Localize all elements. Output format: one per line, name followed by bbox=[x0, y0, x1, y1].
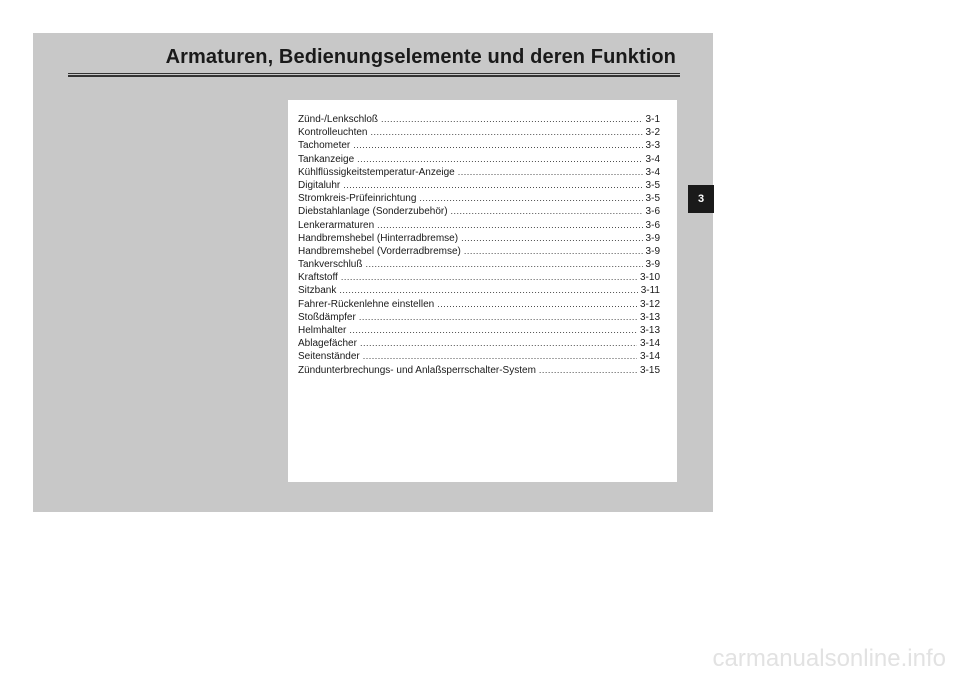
toc-entry[interactable] bbox=[298, 298, 660, 311]
toc-dot-leader bbox=[539, 364, 637, 377]
toc-entry[interactable] bbox=[298, 192, 660, 205]
toc-entry[interactable] bbox=[298, 205, 660, 218]
toc-entry-label: Seitenständer bbox=[298, 351, 360, 363]
toc-entry-page: 3-11 bbox=[640, 285, 660, 297]
toc-entry[interactable] bbox=[298, 139, 660, 152]
toc-entry-label: Stoßdämpfer bbox=[298, 311, 356, 323]
toc-entry[interactable] bbox=[298, 350, 660, 363]
toc-list bbox=[298, 113, 660, 377]
toc-entry-label: Kontrolleuchten bbox=[298, 127, 368, 139]
toc-entry-page: 3-9 bbox=[645, 232, 660, 244]
toc-entry-label: Tankverschluß bbox=[298, 259, 363, 271]
toc-entry-page: 3-5 bbox=[645, 193, 660, 205]
toc-entry-page: 3-10 bbox=[639, 272, 660, 284]
toc-entry-label: Sitzbank bbox=[298, 285, 337, 297]
toc-entry-label: Diebstahlanlage (Sonderzubehör) bbox=[298, 206, 448, 218]
toc-entry[interactable] bbox=[298, 179, 660, 192]
toc-entry-label: Tachometer bbox=[298, 140, 351, 152]
toc-entry[interactable] bbox=[298, 284, 660, 297]
toc-dot-leader bbox=[343, 179, 642, 192]
toc-entry-label: Tankanzeige bbox=[298, 153, 355, 165]
toc-dot-leader bbox=[377, 219, 642, 232]
toc-entry-label: Handbremshebel (Vorderradbremse) bbox=[298, 245, 461, 257]
manual-page bbox=[33, 33, 713, 512]
toc-dot-leader bbox=[363, 350, 637, 363]
toc-entry-page: 3-14 bbox=[639, 351, 660, 363]
toc-entry-page: 3-13 bbox=[639, 325, 660, 336]
toc-entry-label: Fahrer-Rückenlehne einstellen bbox=[298, 298, 435, 310]
title-divider-thick bbox=[68, 75, 680, 77]
toc-entry[interactable] bbox=[298, 153, 660, 166]
toc-entry-page: 3-6 bbox=[645, 219, 660, 231]
toc-entry[interactable] bbox=[298, 232, 660, 245]
toc-entry[interactable] bbox=[298, 113, 660, 126]
chapter-title: Armaturen, Bedienungselemente und deren Funktion bbox=[165, 46, 676, 68]
toc-entry-label: Helmhalter bbox=[298, 325, 347, 336]
toc-entry[interactable] bbox=[298, 337, 660, 350]
toc-entry[interactable] bbox=[298, 324, 660, 337]
toc-dot-leader bbox=[365, 258, 642, 271]
toc-entry[interactable] bbox=[298, 166, 660, 179]
toc-entry-page: 3-9 bbox=[645, 245, 660, 257]
toc-dot-leader bbox=[341, 271, 637, 284]
toc-entry-page: 3-4 bbox=[645, 166, 660, 178]
toc-dot-leader bbox=[371, 126, 643, 139]
toc-dot-leader bbox=[381, 113, 643, 126]
toc-entry[interactable] bbox=[298, 258, 660, 271]
toc-entry[interactable] bbox=[298, 311, 660, 324]
toc-entry-page: 3-6 bbox=[645, 206, 660, 218]
toc-dot-leader bbox=[419, 192, 642, 205]
toc-entry-label: Zündunterbrechungs- und Anlaßsperrschalter-System bbox=[298, 364, 536, 376]
toc-entry-label: Handbremshebel (Hinterradbremse) bbox=[298, 232, 459, 244]
toc-entry-page: 3-4 bbox=[645, 153, 660, 165]
toc-entry-page: 3-14 bbox=[639, 338, 660, 350]
title-divider bbox=[68, 73, 680, 74]
toc-entry[interactable] bbox=[298, 364, 660, 377]
toc-entry-page: 3-13 bbox=[639, 311, 660, 323]
toc-entry[interactable] bbox=[298, 126, 660, 139]
toc-entry[interactable] bbox=[298, 271, 660, 284]
toc-entry-page: 3-15 bbox=[639, 364, 660, 376]
toc-entry[interactable] bbox=[298, 219, 660, 232]
toc-entry-label: Kühlflüssigkeitstemperatur-Anzeige bbox=[298, 166, 455, 178]
toc-entry-label: Zünd-/Lenkschloß bbox=[298, 114, 379, 125]
toc-dot-leader bbox=[451, 205, 643, 218]
toc-dot-leader bbox=[339, 284, 637, 297]
toc-dot-leader bbox=[359, 311, 637, 324]
toc-dot-leader bbox=[458, 166, 643, 179]
watermark: carmanualsonline.info bbox=[712, 645, 946, 672]
toc-entry-page: 3-1 bbox=[645, 114, 660, 125]
table-of-contents bbox=[288, 100, 677, 482]
toc-entry-label: Ablagefächer bbox=[298, 338, 357, 350]
toc-entry[interactable] bbox=[298, 245, 660, 258]
toc-entry-page: 3-5 bbox=[645, 179, 660, 191]
toc-dot-leader bbox=[357, 153, 642, 166]
toc-entry-page: 3-2 bbox=[645, 127, 660, 139]
chapter-tab[interactable]: 3 bbox=[688, 185, 714, 213]
toc-entry-label: Stromkreis-Prüfeinrichtung bbox=[298, 193, 417, 205]
toc-dot-leader bbox=[360, 337, 637, 350]
toc-dot-leader bbox=[464, 245, 643, 258]
toc-dot-leader bbox=[349, 324, 637, 337]
toc-entry-page: 3-12 bbox=[639, 298, 660, 310]
toc-dot-leader bbox=[353, 139, 642, 152]
toc-entry-label: Lenkerarmaturen bbox=[298, 219, 375, 231]
toc-entry-label: Digitaluhr bbox=[298, 179, 341, 191]
toc-entry-page: 3-9 bbox=[645, 259, 660, 271]
toc-entry-label: Kraftstoff bbox=[298, 272, 338, 284]
toc-entry-page: 3-3 bbox=[645, 140, 660, 152]
toc-dot-leader bbox=[437, 298, 637, 311]
toc-dot-leader bbox=[461, 232, 642, 245]
